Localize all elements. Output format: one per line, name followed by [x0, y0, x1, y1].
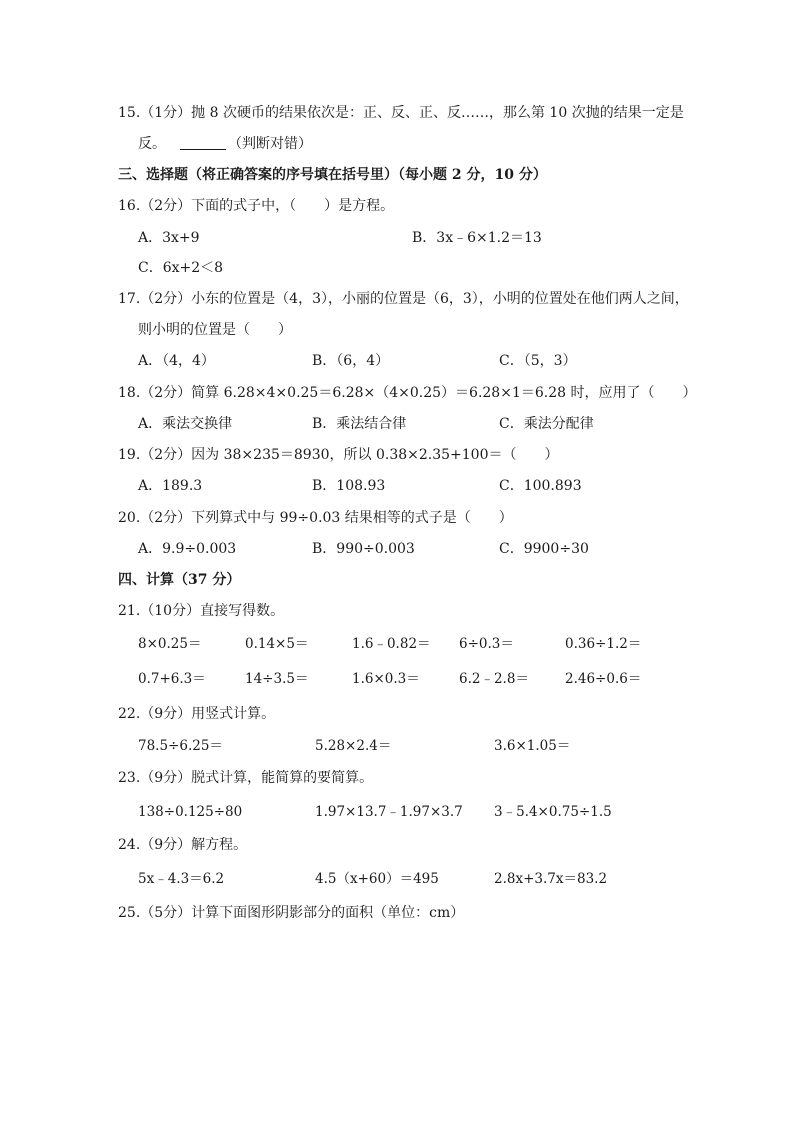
q21-item: 0.7+6.3＝ — [138, 671, 206, 687]
q22-stem: 22.（9分）用竖式计算。 — [118, 706, 276, 722]
q20-option-a[interactable]: A．9.9÷0.003 — [138, 541, 237, 557]
q24-item: 5x﹣4.3＝6.2 — [138, 871, 225, 887]
q15-answer-blank[interactable] — [180, 135, 226, 150]
q20-option-b[interactable]: B．990÷0.003 — [312, 541, 415, 557]
q21-item: 0.14×5＝ — [245, 636, 309, 652]
q24-stem: 24.（9分）解方程。 — [118, 837, 248, 853]
q17-option-a[interactable]: A．（4，4） — [138, 353, 215, 369]
q24-item: 2.8x+3.7x＝83.2 — [494, 871, 608, 887]
q16-option-b[interactable]: B．3x﹣6×1.2＝13 — [412, 230, 542, 246]
q21-stem: 21.（10分）直接写得数。 — [118, 603, 285, 619]
q16-option-c[interactable]: C．6x+2＜8 — [138, 260, 224, 276]
q15-line1: 15.（1分）抛 8 次硬币的结果依次是：正、反、正、反……，那么第 10 次抛的结果一定是 — [118, 105, 684, 121]
q18-option-a[interactable]: A．乘法交换律 — [138, 416, 233, 432]
q20-stem: 20.（2分）下列算式中与 99÷0.03 结果相等的式子是（ ） — [118, 510, 513, 526]
q17-line1: 17.（2分）小东的位置是（4，3），小丽的位置是（6，3），小明的位置处在他们两人之间， — [118, 291, 689, 307]
q15-line2-suffix: （判断对错） — [228, 136, 312, 152]
q21-item: 0.36÷1.2＝ — [565, 636, 642, 652]
q23-stem: 23.（9分）脱式计算，能简算的要简算。 — [118, 770, 374, 786]
q16-option-a[interactable]: A．3x+9 — [138, 230, 200, 246]
q18-option-b[interactable]: B．乘法结合律 — [312, 416, 407, 432]
q23-item: 3﹣5.4×0.75÷1.5 — [494, 804, 612, 820]
q21-item: 2.46÷0.6＝ — [565, 671, 642, 687]
q15-line2-prefix: 反。 — [138, 136, 166, 152]
q15-line2 — [138, 134, 312, 154]
q21-item: 1.6﹣0.82＝ — [352, 636, 431, 652]
q23-item: 1.97×13.7﹣1.97×3.7 — [315, 804, 463, 820]
q18-stem: 18.（2分）简算 6.28×4×0.25＝6.28×（4×0.25）＝6.28×1＝6.28 时，应用了（ ） — [118, 385, 697, 401]
q21-item: 14÷3.5＝ — [245, 671, 309, 687]
q19-option-c[interactable]: C．100.893 — [499, 478, 582, 494]
q19-option-b[interactable]: B．108.93 — [312, 478, 386, 494]
q21-item: 8×0.25＝ — [138, 636, 202, 652]
q21-item: 6÷0.3＝ — [459, 636, 514, 652]
section3-title: 三、选择题（将正确答案的序号填在括号里）（每小题 2 分，10 分） — [118, 167, 547, 183]
section4-title: 四、计算（37 分） — [118, 572, 241, 588]
q17-option-c[interactable]: C．（5，3） — [499, 353, 577, 369]
q22-item: 5.28×2.4＝ — [315, 738, 392, 754]
q24-item: 4.5（x+60）＝495 — [315, 871, 439, 887]
q20-option-c[interactable]: C．9900÷30 — [499, 541, 589, 557]
q19-option-a[interactable]: A．189.3 — [138, 478, 203, 494]
q22-item: 78.5÷6.25＝ — [138, 738, 223, 754]
q21-item: 1.6×0.3＝ — [352, 671, 420, 687]
q22-item: 3.6×1.05＝ — [494, 738, 571, 754]
q17-line2: 则小明的位置是（ ） — [138, 322, 292, 338]
q25-stem: 25.（5分）计算下面图形阴影部分的面积（单位：cm） — [118, 905, 465, 921]
q19-stem: 19.（2分）因为 38×235＝8930，所以 0.38×2.35+100＝（ ） — [118, 447, 559, 463]
q16-stem: 16.（2分）下面的式子中，（ ）是方程。 — [118, 198, 395, 214]
q21-item: 6.2﹣2.8＝ — [459, 671, 529, 687]
q23-item: 138÷0.125÷80 — [138, 804, 243, 820]
q18-option-c[interactable]: C．乘法分配律 — [499, 416, 594, 432]
q17-option-b[interactable]: B．（6，4） — [312, 353, 390, 369]
